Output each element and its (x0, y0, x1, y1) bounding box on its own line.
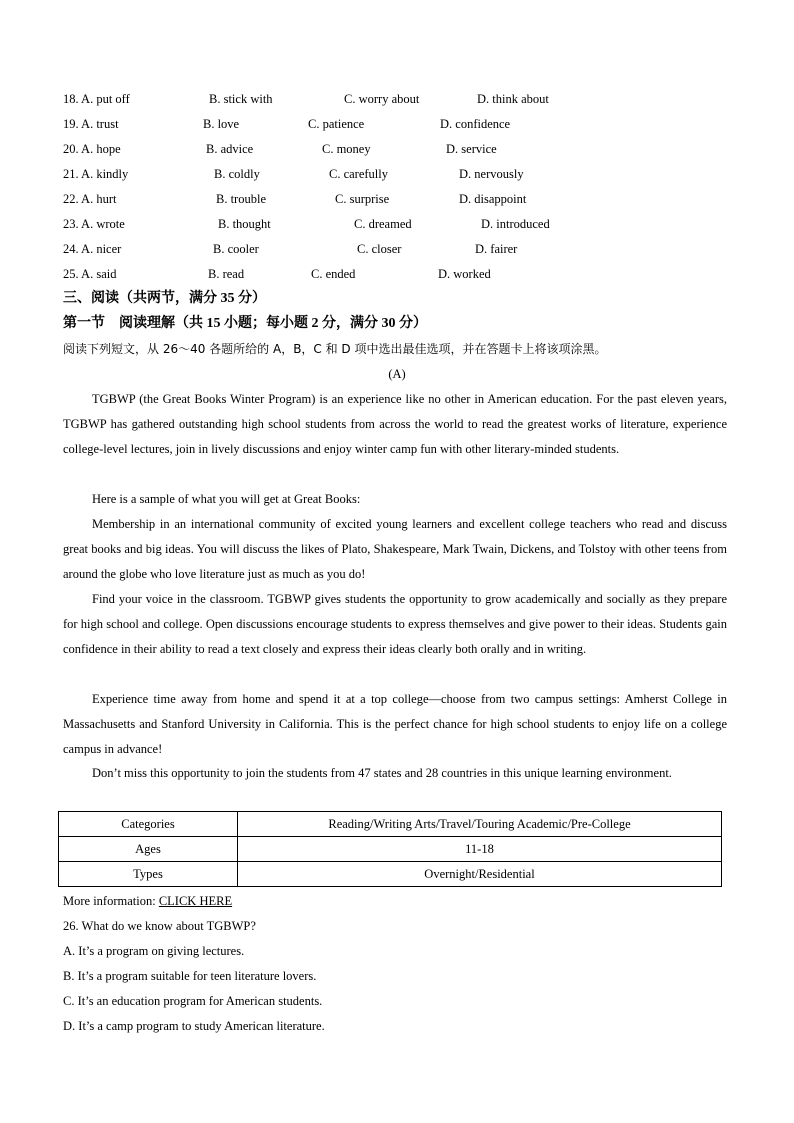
option-a: 18. A. put off (63, 92, 130, 106)
paragraph-campus: Experience time away from home and spend it at a top college—choose from two campus settings: Amherst College in Massachusetts and Stanford University in California. This is the perfect chance for high school students to enjoy life on a college campus in advance! (63, 692, 727, 756)
option-d: D. service (446, 142, 497, 156)
table-label: Categories (59, 812, 238, 837)
option-b: B. stick with (209, 92, 273, 106)
passage-label: (A) (388, 367, 406, 381)
option-a: 25. A. said (63, 267, 117, 281)
table-row (59, 837, 722, 862)
table-row (59, 862, 722, 887)
option-c: C. surprise (335, 192, 390, 206)
question-stem: 26. What do we know about TGBWP? (63, 919, 256, 933)
table-value: 11-18 (238, 837, 722, 862)
option-a: 24. A. nicer (63, 242, 122, 256)
option-a: 23. A. wrote (63, 217, 125, 231)
option-c: C. money (322, 142, 371, 156)
more-info (63, 893, 725, 909)
choice-d: D. It’s a camp program to study American literature. (63, 1019, 325, 1033)
program-info-table (58, 811, 722, 887)
choice-c: C. It’s an education program for American students. (63, 994, 323, 1008)
option-b: B. coldly (214, 167, 260, 181)
paragraph-membership: Membership in an international community of excited young learners and excellent college teachers who read and discuss great books and big ideas. You will discuss the likes of Plato, Shakespeare, Mark Twain, Dickens, and Tolstoy with other teens from around the globe who love literature just as much as you do! (63, 517, 727, 581)
option-c: C. closer (357, 242, 402, 256)
option-c: C. ended (311, 267, 356, 281)
table-label: Ages (59, 837, 238, 862)
more-info-label: More information: (63, 894, 156, 908)
option-c: C. carefully (329, 167, 389, 181)
table-row (59, 812, 722, 837)
option-b: B. thought (218, 217, 271, 231)
option-d: D. nervously (459, 167, 524, 181)
paragraph-voice: Find your voice in the classroom. TGBWP gives students the opportunity to grow academically and socially as they prepare for high school and college. Open discussions encourage students to express themselves and give power to their ideas. Students gain confidence in their ability to read a text closely and express their ideas clearly both orally and in writing. (63, 592, 727, 656)
option-b: B. advice (206, 142, 254, 156)
option-c: C. worry about (344, 92, 420, 106)
table-label: Types (59, 862, 238, 887)
option-d: D. think about (477, 92, 549, 106)
option-b: B. love (203, 117, 240, 131)
choice-a: A. It’s a program on giving lectures. (63, 944, 245, 958)
subsection-title: 第一节 阅读理解（共 15 小题；每小题 2 分，满分 30 分） (63, 316, 427, 331)
option-a: 19. A. trust (63, 117, 119, 131)
option-d: D. confidence (440, 117, 511, 131)
option-a: 20. A. hope (63, 142, 121, 156)
paragraph-opportunity: Don’t miss this opportunity to join the students from 47 states and 28 countries in this unique learning environment. (92, 766, 672, 780)
option-b: B. read (208, 267, 245, 281)
option-d: D. disappoint (459, 192, 527, 206)
option-a: 22. A. hurt (63, 192, 117, 206)
section-title: 三、阅读（共两节，满分 35 分） (63, 291, 266, 306)
table-value: Overnight/Residential (238, 862, 722, 887)
option-d: D. worked (438, 267, 491, 281)
option-b: B. trouble (216, 192, 266, 206)
option-a: 21. A. kindly (63, 167, 129, 181)
option-c: C. dreamed (354, 217, 412, 231)
option-d: D. introduced (481, 217, 550, 231)
option-c: C. patience (308, 117, 365, 131)
option-b: B. cooler (213, 242, 259, 256)
table-value: Reading/Writing Arts/Travel/Touring Academic/Pre-College (238, 812, 722, 837)
paragraph-sample: Here is a sample of what you will get at Great Books: (92, 492, 361, 506)
instructions: 阅读下列短文，从 26～40 各题所给的 A，B，C 和 D 项中选出最佳选项，并在答题卡上将该项涂黑。 (63, 342, 607, 356)
choice-b: B. It’s a program suitable for teen literature lovers. (63, 969, 317, 983)
paragraph-intro: TGBWP (the Great Books Winter Program) is an experience like no other in American education. For the past eleven years, TGBWP has gathered outstanding high school students from across the world to read the greatest works of literature, experience college-level lectures, join in lively discussions and enjoy winter camp fun with other literary-minded students. (63, 392, 727, 456)
option-d: D. fairer (475, 242, 518, 256)
click-here-link[interactable]: CLICK HERE (158, 894, 233, 908)
